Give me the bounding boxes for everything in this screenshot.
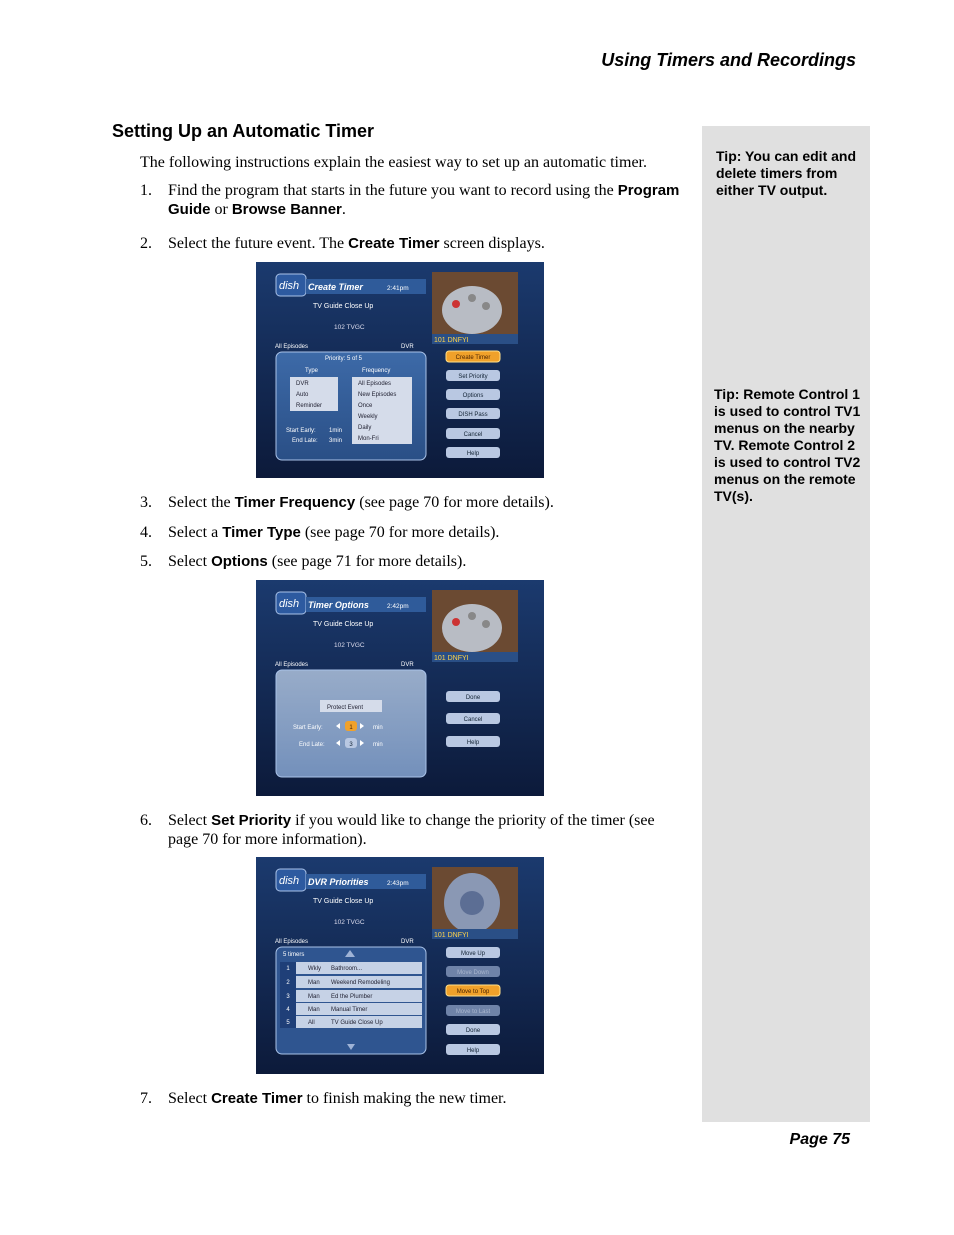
svg-text:Options[interactable]: Options: [462, 393, 484, 399]
svg-text:DVR[interactable]: DVR: [296, 381, 309, 387]
svg-text:Ed the Plumber[interactable]: Ed the Plumber: [331, 994, 373, 1000]
svg-text:New Episodes[interactable]: New Episodes: [358, 392, 397, 398]
dish-logo: dish: [279, 598, 300, 610]
svg-text:1: 1: [286, 966, 290, 972]
svg-text:All Episodes: All Episodes: [275, 939, 309, 945]
bold-term: Browse Banner: [231, 201, 342, 218]
intro-paragraph: The following instructions explain the easiest way to set up an automatic timer.: [140, 154, 647, 171]
running-head: Using Timers and Recordings: [601, 50, 856, 70]
svg-text:Help[interactable]: Help: [466, 451, 480, 457]
svg-text:Create Timer[interactable]: Create Timer: [455, 355, 491, 361]
step-number: 1.: [140, 182, 152, 199]
svg-text:Mon-Fri[interactable]: Mon-Fri: [358, 436, 379, 442]
svg-text:101 DNFYI: 101 DNFYI: [434, 655, 469, 662]
svg-text:Set Priority[interactable]: Set Priority: [458, 374, 488, 380]
svg-text:3[interactable]: 3: [349, 742, 353, 748]
svg-text:TV Guide Close Up[interactable]: TV Guide Close Up: [331, 1020, 383, 1026]
svg-text:2: 2: [286, 980, 290, 986]
screen-title: Create Timer: [308, 282, 363, 292]
svg-text:TV Guide Close Up: TV Guide Close Up: [313, 898, 374, 905]
svg-text:102 TVGC: 102 TVGC: [334, 919, 365, 926]
svg-text:DVR: DVR: [401, 662, 414, 668]
tip-edit-timers: Tip: You can edit and delete timers from either TV output.: [716, 148, 857, 198]
svg-text:All Episodes: All Episodes: [275, 344, 309, 350]
svg-text:1[interactable]: 1: [349, 725, 353, 731]
tip-remote-controls: Tip: Remote Control 1 is used to control TV1 menus on the nearby TV. Remote Control 2 is used to control TV2 menus on the remote TV(s).: [714, 386, 861, 504]
clock: 2:42pm: [387, 603, 409, 610]
svg-text:Auto[interactable]: Auto: [296, 392, 309, 398]
svg-text:Help[interactable]: Help: [466, 740, 480, 746]
page-number: Page 75: [789, 1131, 850, 1148]
svg-text:DVR: DVR: [401, 939, 414, 945]
svg-text:Weekend Remodeling[interactable]: Weekend Remodeling: [331, 980, 390, 986]
svg-text:Start Early:: Start Early:: [286, 428, 316, 434]
svg-text:End Late:: End Late:: [292, 438, 318, 444]
svg-text:End Late:: End Late:: [299, 742, 325, 748]
svg-text:All Episodes: All Episodes: [275, 662, 309, 668]
svg-text:All Episodes[interactable]: All Episodes: [358, 381, 392, 387]
step-number: 2.: [140, 235, 152, 252]
svg-text:All: All: [308, 1020, 315, 1026]
svg-text:Move to Top[interactable]: Move to Top: [456, 989, 490, 995]
dvr-priorities-screenshot: [256, 857, 544, 1074]
svg-text:min: min: [373, 725, 383, 731]
svg-text:TV Guide Close Up: TV Guide Close Up: [313, 303, 374, 310]
timer-options-screenshot: [256, 580, 544, 796]
bold-term: Timer Frequency: [234, 494, 356, 511]
svg-text:Done[interactable]: Done: [465, 695, 481, 701]
svg-text:102 TVGC: 102 TVGC: [334, 642, 365, 649]
svg-text:TV Guide Close Up: TV Guide Close Up: [313, 621, 374, 628]
svg-text:Bathroom...[interactable]: Bathroom...: [331, 966, 363, 972]
clock: 2:43pm: [387, 880, 409, 887]
svg-text:101 DNFYI: 101 DNFYI: [434, 932, 469, 939]
svg-text:Start Early:: Start Early:: [293, 725, 323, 731]
svg-text:Move Down[interactable]: Move Down: [457, 970, 489, 976]
svg-text:min: min: [373, 742, 383, 748]
svg-text:Reminder[interactable]: Reminder: [296, 403, 323, 409]
svg-text:Move to Last[interactable]: Move to Last: [455, 1009, 491, 1015]
tip-sidebar: [702, 126, 870, 1122]
svg-text:DISH Pass[interactable]: DISH Pass: [458, 412, 488, 418]
bold-term: Options: [211, 553, 268, 570]
svg-text:Manual Timer[interactable]: Manual Timer: [331, 1007, 368, 1013]
svg-text:3min: 3min: [329, 438, 343, 444]
screen-title: Timer Options: [308, 600, 369, 610]
svg-text:3: 3: [286, 994, 290, 1000]
svg-text:5 timers: 5 timers: [283, 952, 305, 958]
bold-term: Create Timer: [348, 235, 440, 252]
svg-text:Priority: 5 of 5: Priority: 5 of 5: [325, 356, 363, 362]
svg-text:Move Up[interactable]: Move Up: [460, 951, 486, 957]
screen-title: DVR Priorities: [308, 877, 369, 887]
svg-text:Cancel[interactable]: Cancel: [463, 717, 483, 723]
dish-logo: dish: [279, 875, 300, 887]
svg-text:Help[interactable]: Help: [466, 1048, 480, 1054]
svg-text:Cancel[interactable]: Cancel: [463, 432, 483, 438]
svg-text:Frequency: Frequency: [362, 368, 391, 374]
svg-text:DVR: DVR: [401, 344, 414, 350]
clock: 2:41pm: [387, 285, 409, 292]
svg-text:102 TVGC: 102 TVGC: [334, 324, 365, 331]
svg-text:5: 5: [286, 1020, 290, 1026]
svg-text:Wkly: Wkly: [308, 966, 321, 972]
svg-text:Man: Man: [308, 980, 320, 986]
svg-text:Once[interactable]: Once: [358, 403, 373, 409]
bold-term: Create Timer: [211, 1090, 303, 1107]
svg-text:4: 4: [286, 1007, 290, 1013]
bold-term: Timer Type: [222, 524, 301, 541]
svg-text:Protect Event[interactable]: Protect Event: [327, 705, 364, 711]
svg-text:Type: Type: [305, 368, 319, 374]
section-title: Setting Up an Automatic Timer: [112, 121, 375, 141]
svg-text:1min: 1min: [329, 428, 343, 434]
svg-text:101 DNFYI: 101 DNFYI: [434, 337, 469, 344]
create-timer-screenshot: [256, 262, 544, 478]
bold-term: Program Guide: [168, 182, 680, 218]
bold-term: Set Priority: [211, 812, 292, 829]
svg-text:Weekly[interactable]: Weekly: [358, 414, 378, 420]
svg-text:Daily[interactable]: Daily: [358, 425, 372, 431]
svg-text:Done[interactable]: Done: [465, 1028, 481, 1034]
dish-logo: dish: [279, 280, 300, 292]
svg-text:Man: Man: [308, 994, 320, 1000]
svg-text:Man: Man: [308, 1007, 320, 1013]
